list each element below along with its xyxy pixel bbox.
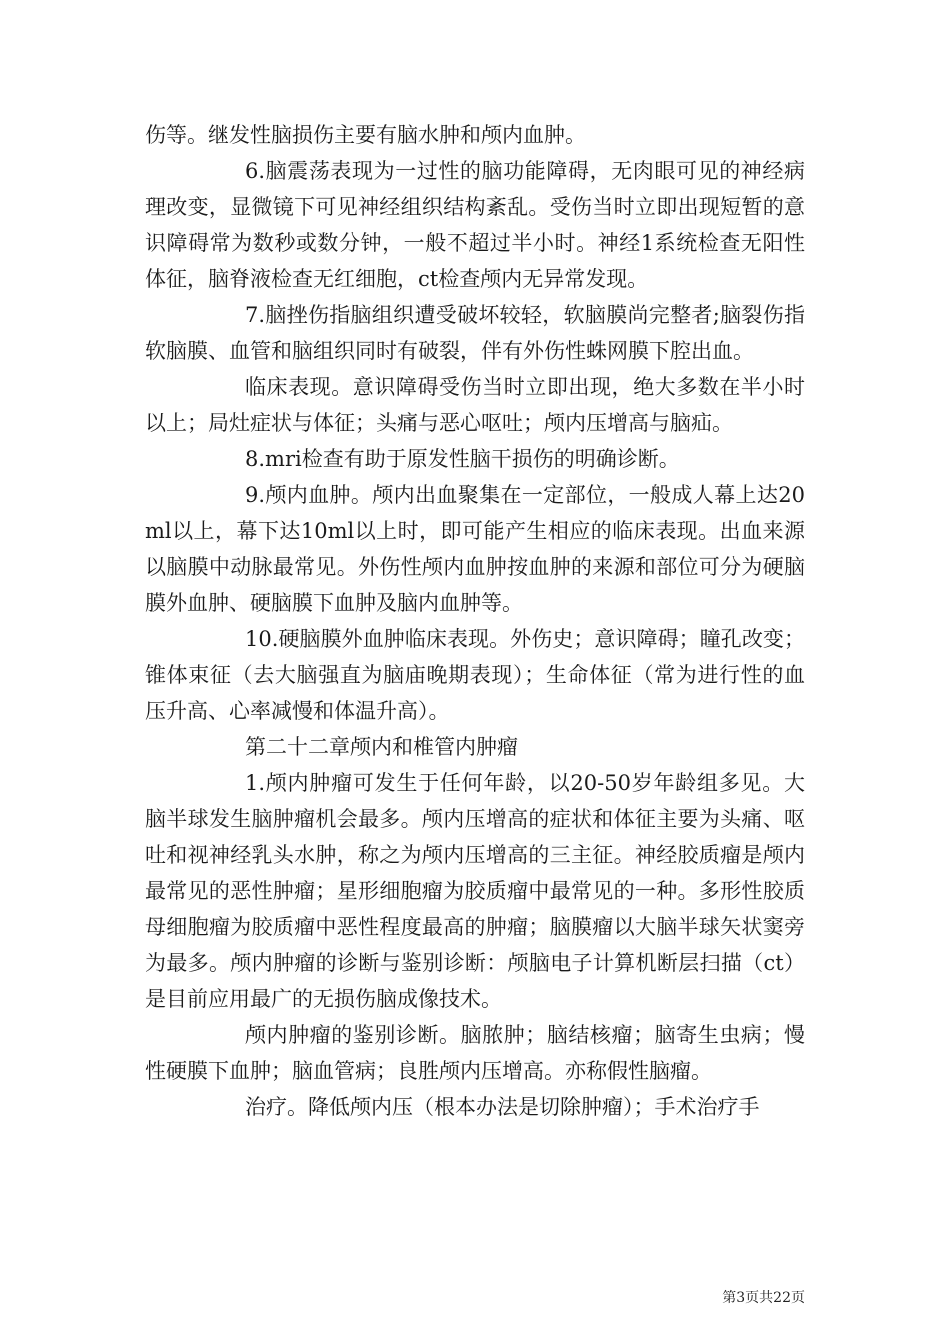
paragraph-tumor: 1.颅内肿瘤可发生于任何年龄，以20-50岁年龄组多见。大脑半球发生脑肿瘤机会最多。颅内压增高的症状和体征主要为头痛、呕吐和视神经乳头水肿，称之为颅内压增高的三主征。神经胶质瘤是颅内最常见的恶性肿瘤；星形细胞瘤为胶质瘤中最常见的一种。多形性胶质母细胞瘤为胶质瘤中恶性程度最高的肿瘤；脑膜瘤以大脑半球矢状窦旁为最多。颅内肿瘤的诊断与鉴别诊断：颅脑电子计算机断层扫描（ct）是目前应用最广的无损伤脑成像技术。 <box>145 771 805 1011</box>
paragraph-concussion: 6.脑震荡表现为一过性的脑功能障碍，无肉眼可见的神经病理改变，显微镜下可见神经组织结构紊乱。受伤当时立即出现短暂的意识障碍常为数秒或数分钟，一般不超过半小时。神经1系统检查无阳性体征，脑脊液检查无红细胞，ct检查颅内无异常发现。 <box>145 159 805 291</box>
paragraph-epidural: 10.硬脑膜外血肿临床表现。外伤史；意识障碍；瞳孔改变；锥体束征（去大脑强直为脑庙晚期表现）；生命体征（常为进行性的血压升高、心率减慢和体温升高）。 <box>145 627 805 723</box>
page-number: 第3页共22页 <box>722 1290 805 1306</box>
paragraph-contusion: 7.脑挫伤指脑组织遭受破坏较轻，软脑膜尚完整者;脑裂伤指软脑膜、血管和脑组织同时有破裂，伴有外伤性蛛网膜下腔出血。 <box>145 303 805 363</box>
paragraph-mri: 8.mri检查有助于原发性脑干损伤的明确诊断。 <box>245 447 680 471</box>
chapter-heading: 第二十二章颅内和椎管内肿瘤 <box>245 735 518 759</box>
paragraph-continued: 伤等。继发性脑损伤主要有脑水肿和颅内血肿。 <box>145 123 586 147</box>
paragraph-hematoma: 9.颅内血肿。颅内出血聚集在一定部位，一般成人幕上达20ml以上，幕下达10ml以上时，即可能产生相应的临床表现。出血来源以脑膜中动脉最常见。外伤性颅内血肿按血肿的来源和部位可分为硬脑膜外血肿、硬脑膜下血肿及脑内血肿等。 <box>145 483 805 615</box>
paragraph-clinical-signs: 临床表现。意识障碍受伤当时立即出现，绝大多数在半小时以上；局灶症状与体征；头痛与恶心呕吐；颅内压增高与脑疝。 <box>145 375 805 435</box>
body-text <box>145 117 805 1125</box>
paragraph-treatment: 治疗。降低颅内压（根本办法是切除肿瘤）；手术治疗手 <box>245 1095 760 1119</box>
paragraph-differential: 颅内肿瘤的鉴别诊断。脑脓肿；脑结核瘤；脑寄生虫病；慢性硬膜下血肿；脑血管病；良胜颅内压增高。亦称假性脑瘤。 <box>145 1023 805 1083</box>
